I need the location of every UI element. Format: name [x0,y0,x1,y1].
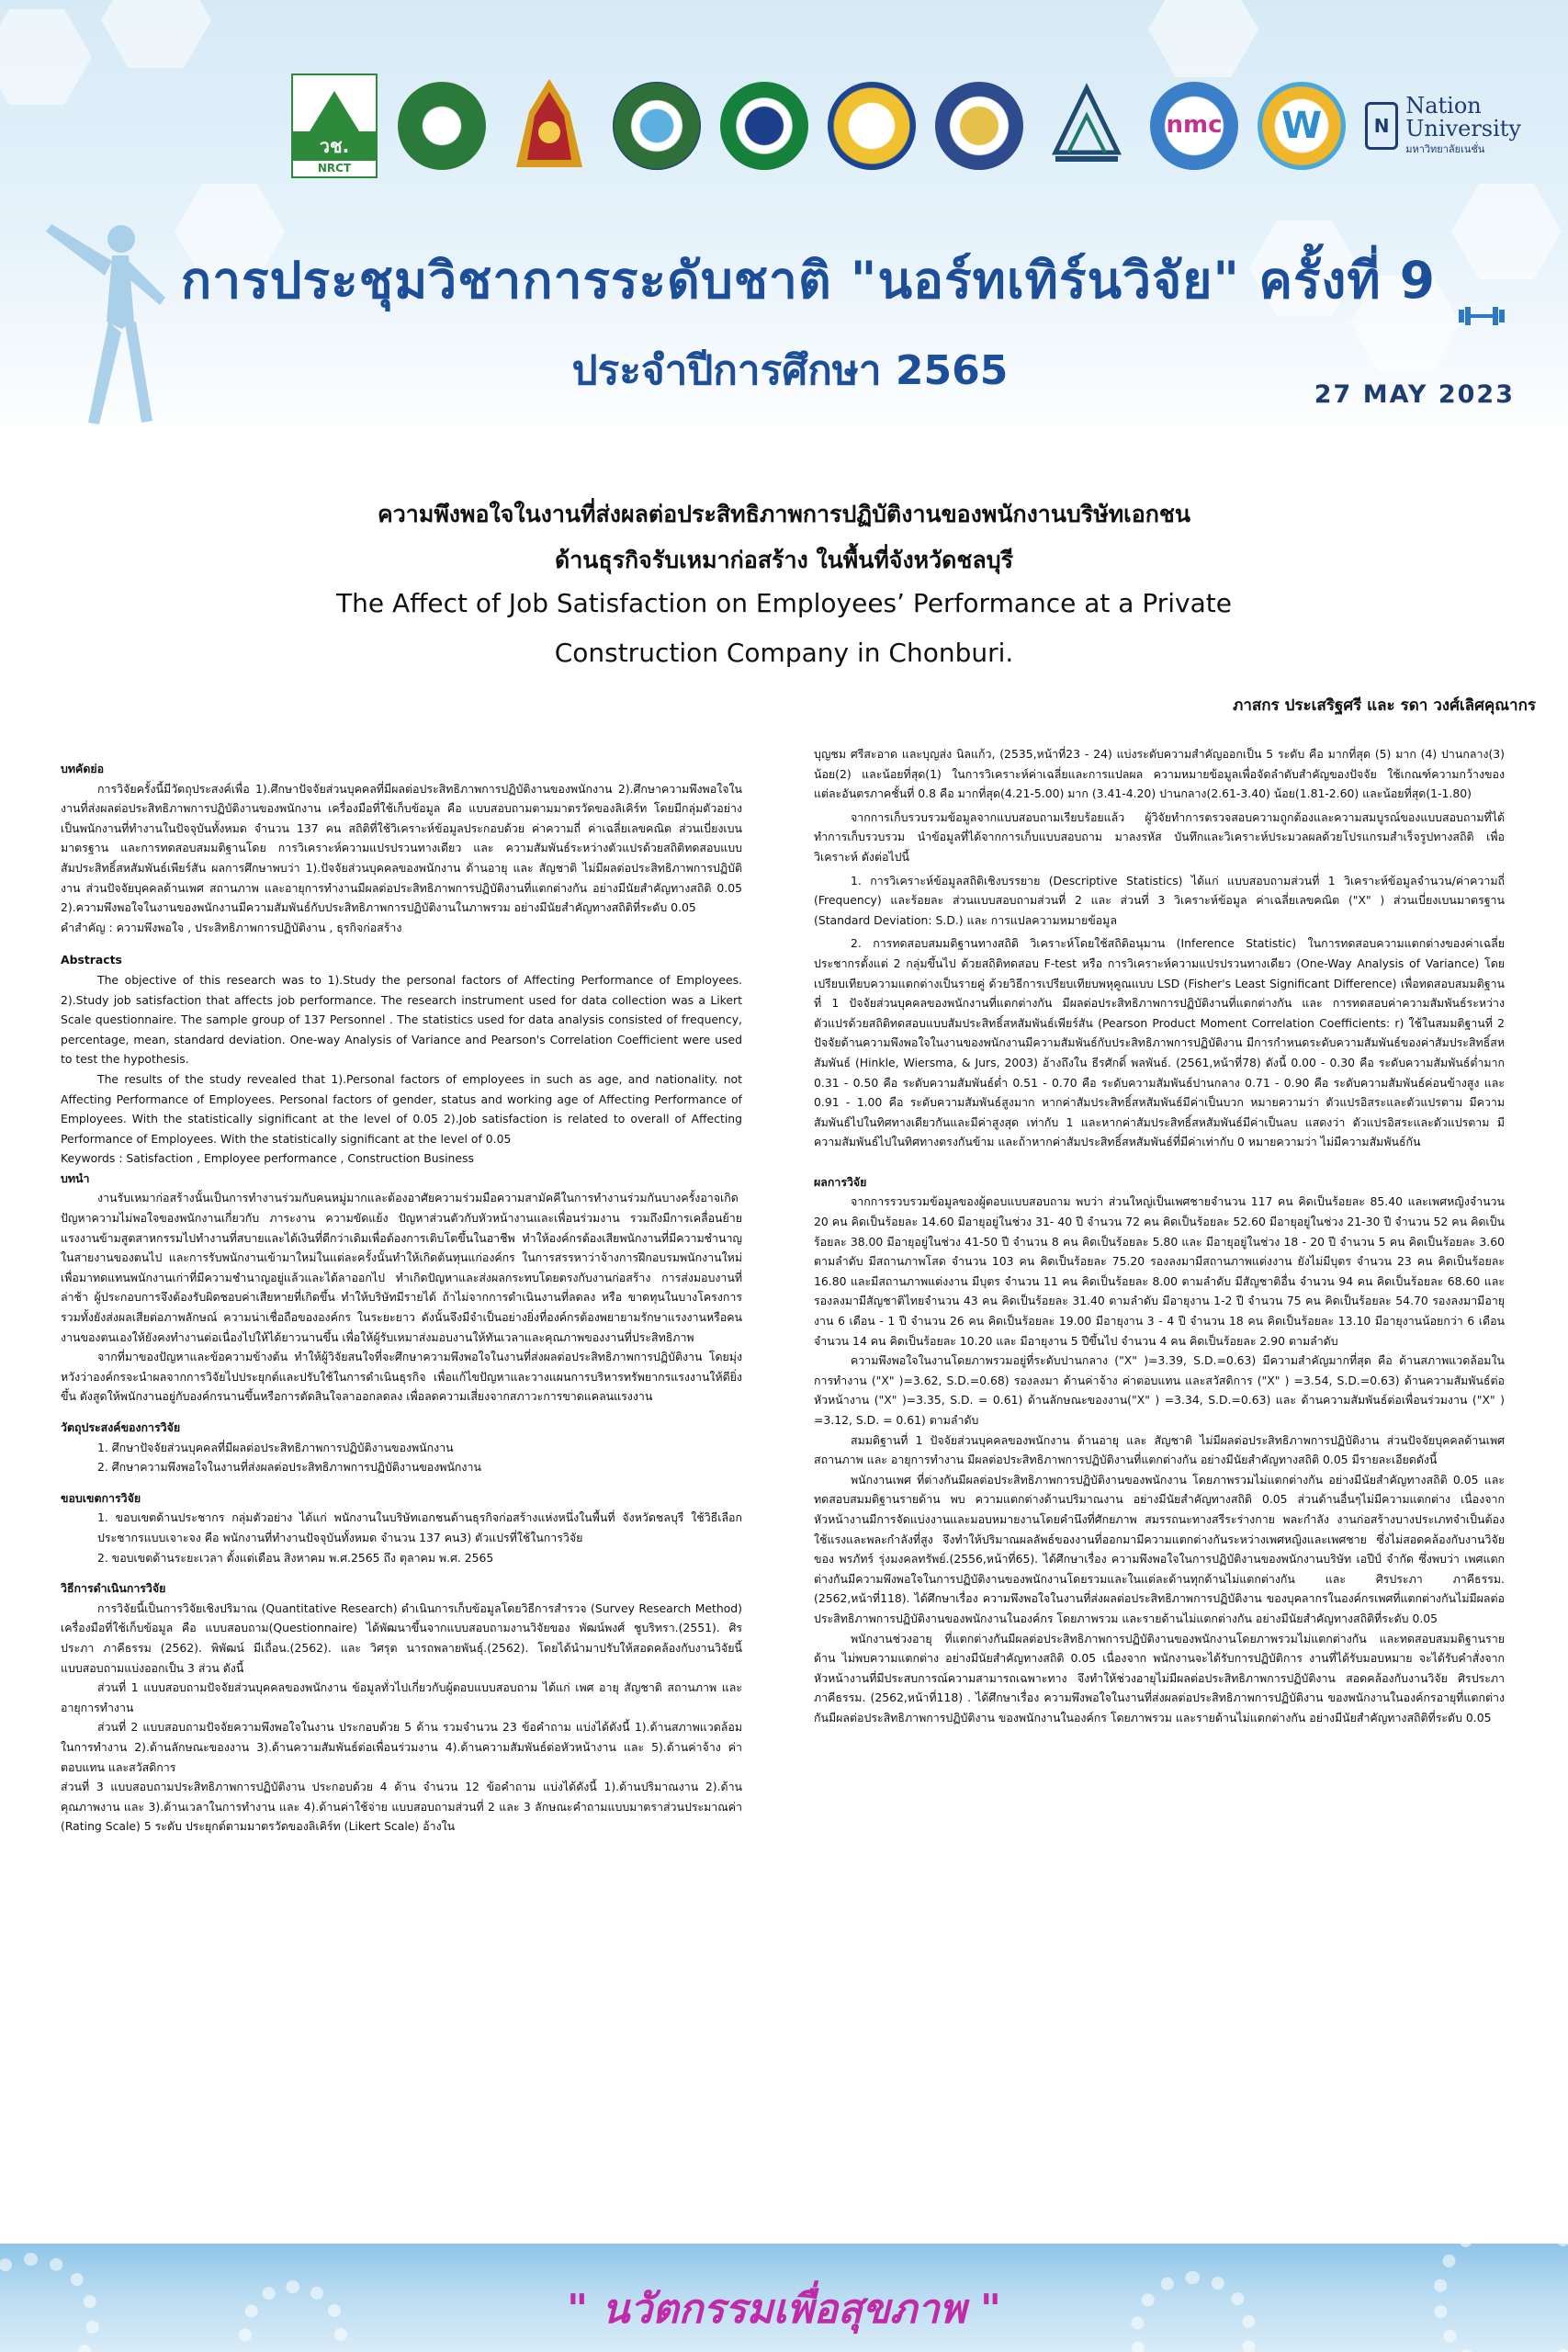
university-logo-5 [720,75,808,176]
hexagon-decoration [0,9,92,105]
methodology-p3: ส่วนที่ 2 แบบสอบถามปัจจัยความพึงพอใจในงาน ประกอบด้วย 5 ด้าน รวมจำนวน 23 ข้อคำถาม แบ่งได้ดังนี้ 1).ด้านสภาพแวดล้อมในการทำงาน 2).ด้านลักษณะของงาน 3).ด้านความสัมพันธ์ต่อเพื่อนร่วมงาน 4).ด้านความสัมพันธ์ต่อหัวหน้างาน และ 5).ด้านค่าจ้าง ค่าตอบแทน และสวัสดิการ [61,1720,742,1774]
nation-logo-line2: University [1405,116,1521,141]
dumbbell-icon [1459,307,1505,325]
results-demographics: จากการรวบรวมข้อมูลของผู้ตอบแบบสอบถาม พบว่า ส่วนใหญ่เป็นเพศชายจำนวน 117 คน คิดเป็นร้อยละ 85.40 และเพศหญิงจำนวน 20 คน คิดเป็นร้อยละ 14.60 มีอายุอยู่ในช่วง 31- 40 ปี จำนวน 72 คน คิดเป็นร้อยละ 52.60 มีอายุอยู่ในช่วง 21-30 ปี จำนวน 52 คน คิดเป็นร้อยละ 38.00 มีอายุอยู่ในช่วง 41-50 ปี จำนวน 8 คน คิดเป็นร้อยละ 5.80 และ มีอายุอยู่ในช่วง 18 - 20 ปี จำนวน 5 คน คิดเป็นร้อยละ 3.60 ตามลำดับ มีสถานภาพโสด จำนวน 103 คน คิดเป็นร้อยละ 75.20 รองลงมามีสถานภาพแต่งงาน ยังไม่มีบุตร จำนวน 23 คน คิดเป็นร้อยละ 16.80 และมีสถานภาพแต่งงาน มีบุตร จำนวน 11 คน คิดเป็นร้อยละ 8.00 ตามลำดับ มีสัญชาติอื่น จำนวน 94 คน คิดเป็นร้อยละ 68.60 และรองลงมามีสัญชาติไทยจำนวน 43 คน คิดเป็นร้อยละ 31.40 ตามลำดับ มีอายุงาน 1-2 ปี จำนวน 75 คน คิดเป็นร้อยละ 54.70 รองลงมามีอายุงาน 6 เดือน - 1 ปี จำนวน 26 คน คิดเป็นร้อยละ 19.00 มีอายุงาน 3 - 4 ปี จำนวน 18 คน คิดเป็นร้อยละ 13.10 มีอายุงานน้อยกว่า 6 เดือน จำนวน 14 คน คิดเป็นร้อยละ 10.20 และ มีอายุงาน 5 ปีขึ้นไป จำนวน 4 คน คิดเป็นร้อยละ 2.90 ตามลำดับ [814,1194,1505,1348]
paper-title-english-line1: The Affect of Job Satisfaction on Employees’ Performance at a Private [336,588,1232,618]
paper-authors: ภาสกร ประเสริฐศรี และ รดา วงศ์เลิศคุณากร [1233,696,1536,715]
footer-slogan: " นวัตกรรมเพื่อสุขภาพ " [567,2286,1001,2333]
keywords-english: Keywords : Satisfaction , Employee performance , Construction Business [61,1151,474,1166]
university-logo-3 [505,75,593,176]
university-logo-10: W [1258,75,1346,176]
introduction-p2: จากที่มาของปัญหาและข้อความข้างต้น ทำให้ผู้วิจัยสนใจที่จะศึกษาความพึงพอใจในงานที่ส่งผลต่อประสิทธิภาพการปฏิบัติงาน โดยมุ่งหวังว่าองค์กรจะนำผลจากการวิจัยไปประยุกต์และปรับใช้ในการดำเนินธุรกิจ เพื่อแก้ไขปัญหาและวางแผนการบริหารทรัพยากรแรงงานให้ดียิ่งขึ้น ดังสูดให้พนักงานอยู่กับองค์กรนานขึ้นหรือการตัดสินใจลาออกลดลง เพื่อลดความเสี่ยงจากสภาวะการขาดแคลนแรงงาน [61,1350,742,1404]
abstract-thai: การวิจัยครั้งนี้มีวัตถุประสงค์เพื่อ 1).ศึกษาปัจจัยส่วนบุคคลที่มีผลต่อประสิทธิภาพการปฏิบัติงานของพนักงาน 2).ศึกษาความพึงพอใจในงานที่ส่งผลต่อประสิทธิภาพการปฏิบัติงานของพนักงาน เครื่องมือที่ใช้เก็บข้อมูล คือ แบบสอบถามตามมาตรวัดของลิเคิร์ท โดยมีกลุ่มตัวอย่างเป็นพนักงานที่ทำงานในปัจจุบันทั้งหมด จำนวน 137 คน สถิติที่ใช้วิเคราะห์ข้อมูลประกอบด้วย ค่าความถี่ ค่าเฉลี่ยเลขคณิต ส่วนเบี่ยงเบนมาตรฐาน และการทดสอบสมมติฐานโดย การวิเคราะห์ความแปรปรวนทางเดียว และ ความสัมพันธ์ระหว่างตัวแปรด้วยสถิติทดสอบแบบสัมประสิทธิ์สหสัมพันธ์เพียร์สัน ผลการศึกษาพบว่า 1).ปัจจัยส่วนบุคคลของพนักงาน ด้านอายุ และ สัญชาติ ไม่มีผลต่อประสิทธิภาพการปฏิบัติงาน ส่วนปัจจัยบุคคลด้านเพศ สถานภาพ และอายุการทำงานมีผลต่อประสิทธิภาพการปฏิบัติงานที่แตกต่างกัน อย่างมีนัยสำคัญทางสถิติ 0.05 2).ความพึงพอใจในงานของพนักงานมีความสัมพันธ์กับประสิทธิภาพการปฏิบัติงานในภาพรวม อย่างมีนัยสำคัญทางสถิติที่ระดับ 0.05 [61,781,742,915]
paper-title-english-line2: Construction Company in Chonburi. [554,638,1014,668]
nrct-logo-english: NRCT [317,162,352,175]
methodology-p1: การวิจัยนี้เป็นการวิจัยเชิงปริมาณ (Quantitative Research) ดำเนินการเก็บข้อมูลโดยวิธีการสำรวจ (Survey Research Method) เครื่องมือที่ใช้เก็บข้อมูล คือ แบบสอบถาม(Questionnaire) ได้พัฒนาขึ้นจากแบบสอบถามงานวิจัยของ พัฒน์พงศ์ ชูบริทรา.(2551). ศิรประภา ภาคีธรรม (2562). พิพัฒน์ มีเถื่อน.(2562). และ วิศรุต นารถพลายพันธุ์.(2562). โดยได้นำมาปรับให้สอดคล้องกับงานวิจัยนี้ แบบสอบถามแบ่งออกเป็น 3 ส่วน ดังนี้ [61,1600,742,1675]
scope-item: 2. ขอบเขตด้านระยะเวลา ตั้งแต่เดือน สิงหาคม พ.ศ.2565 ถึง ตุลาคม พ.ศ. 2565 [97,1550,494,1565]
university-logo-6 [828,75,916,176]
academic-year: ประจำปีการศึกษา 2565 [571,347,1009,394]
methodology-p2: ส่วนที่ 1 แบบสอบถามปัจจัยส่วนบุคคลของพนักงาน ข้อมูลทั่วไปเกี่ยวกับผู้ตอบแบบสอบถาม ได้แก่ เพศ อายุ สัญชาติ สถานภาพ และ อายุการทำงาน [61,1680,742,1714]
university-logo-4 [613,75,701,176]
hexagon-decoration [101,0,211,68]
exercising-figure-icon [33,220,171,432]
introduction-p1: งานรับเหมาก่อสร้างนั้นเป็นการทำงานร่วมกับคนหมู่มากและต้องอาศัยความร่วมมือความสามัคคีในการทำงานร่วมกันบางครั้งอาจเกิดปัญหาความไม่พอใจของพนักงานเกี่ยวกับ ภาระงาน ความขัดแย้ง ปัญหาส่วนตัวกับหัวหน้างานและเพื่อนร่วมงาน รวมถึงมีการเคลื่อนย้ายแรงงานข้ามสูตสาหกรรมไปทำงานที่สบายและได้เงินที่ดีกว่าเดิมเพื่อต้องการเติบโตขึ้นในอาชีพ ทำให้องค์กรต้องเสียพนักงานที่มีความชำนาญในสายงานของตนไป และการรับพนักงานเข้ามาใหม่ในแต่ละครั้งนั้นทำให้เกิดต้นทุนแก่องค์กร ในการสรรหาว่าจ้างการฝึกอบรมพนักงานใหม่เพื่อมาทดแทนพนักงานเก่าที่มีความชำนาญอยู่แล้วและได้ลาออกไป ทำเกิดปัญหาและส่งผลกระทบโดยตรงกับงานก่อสร้าง การส่งมอบงานที่ล่าช้า ผู้ประกอบการจึงต้องรับผิดชอบค่าเสียหายที่เกิดขึ้น ทำให้บริษัทมีรายได้ ถ้าไม่จากการดำเนินงานที่ลดลง หรือ ขาดทุนในบางโครงการ รวมทั้งยังส่งผลเสียต่อภาพลักษณ์ ความน่าเชื่อถือขององค์กร ในระยะยาว ดังนั้นจึงมีจำเป็นอย่างยิ่งที่องค์กรต้องพยายามรักษาแรงงานหรือคนงานของตนเองให้ยังคงทำงานต่อเนื่องไปให้ได้ยาวนานขึ้น เพื่อให้ผู้รับเหมาส่งมอบงานให้ทันเวลาและคุณภาพของงานที่ประสิทธิภาพ [61,1191,742,1344]
hexagon-decoration [1451,184,1562,279]
nrct-logo-thai: วช. [293,131,376,161]
conference-title: การประชุมวิชาการระดับชาติ "นอร์ทเทิร์นวิจัย" ครั้งที่ 9 [180,251,1437,310]
scale-criteria: บุญชม ศรีสะอาด และบุญส่ง นิลแก้ว, (2535,หน้าที่23 - 24) แบ่งระดับความสำคัญออกเป็น 5 ระดับ คือ มากที่สุด (5) มาก (4) ปานกลาง(3) น้อย(2) และน้อยที่สุด(1) ในการวิเคราะห์ค่าเฉลี่ยและการแปลผล ความหมายข้อมูลเพื่อจัดลำดับสำคัญของปัจจัย ใช้เกณฑ์ความกว้างของแต่ละอันตรภาคชั้นที่ 0.8 คือ มากที่สุด(4.21-5.00) มาก (3.41-4.20) ปานกลาง(2.61-3.40) น้อย(1.81-2.60) และน้อยที่สุด(1-1.80) [814,747,1505,801]
partner-logos [290,57,1521,195]
nation-university-logo [1365,75,1521,176]
footer-banner [0,2244,1568,2352]
conference-date: 27 MAY 2023 [1314,380,1515,409]
university-logo-7 [935,75,1023,176]
left-column [61,753,742,1837]
paper-title-thai-line1: ความพึงพอใจในงานที่ส่งผลต่อประสิทธิภาพการปฏิบัติงานของพนักงานบริษัทเอกชน [378,501,1190,527]
results-heading: ผลการวิจัย [814,1174,867,1189]
abstract-english-p1: The objective of this research was to 1).Study the personal factors of Affecting Performance of Employees. 2).Study job satisfaction that affects job performance. The research instrument used for data collection was a Likert Scale questionnaire. The sample group of 137 Personnel . The statistics used for data analysis consisted of frequency, percentage, mean, standard deviation. One-way Analysis of Variance and Pearson's Correlation Coefficient were used to test the hypothesis. [61,972,742,1067]
data-processing: จากการเก็บรวบรวมข้อมูลจากแบบสอบถามเรียบร้อยแล้ว ผู้วิจัยทำการตรวจสอบความถูกต้องและความสมบูรณ์ของแบบสอบถามที่ได้ทำการเก็บรวบรวม นำข้อมูลที่ได้จากการเก็บแบบสอบถาม มาลงรหัส บันทึกและวิเคราะห์ประมวลผลด้วยโปรแกรมสำเร็จรูปทางสถิติ เพื่อวิเคราะห์ ดังต่อไปนี้ [814,809,1505,864]
right-column [814,744,1505,1728]
introduction-heading: บทนำ [61,1170,90,1185]
university-logo-2 [398,75,486,176]
hypothesis-testing: 2. การทดสอบสมมติฐานทางสถิติ วิเคราะห์โดยใช้สถิติอนุมาน (Inference Statistic) ในการทดสอบความแตกต่างของค่าเฉลี่ยประชากรตั้งแต่ 2 กลุ่มขึ้นไป ด้วยสถิติทดสอบ F-test หรือ การวิเคราะห์ความแปรปรวนทางเดียว (One-Way Analysis of Variance) โดยเปรียบเทียบความแตกต่างเป็นรายคู่ ด้วยวิธีการเปรียบเทียบพหุคูณแบบ LSD (Fisher's Least Significant Difference) เพื่อทดสอบสมมติฐานที่ 1 ปัจจัยส่วนบุคคลของพนักงานที่แตกต่างกัน มีผลต่อประสิทธิภาพการปฏิบัติงานที่แตกต่างกัน และ การทดสอบค่าความสัมพันธ์ระหว่างตัวแปรด้วยสถิติทดสอบแบบสัมประสิทธิ์สหสัมพันธ์เพียร์สัน (Pearson Product Moment Correlation Coefficients: r) ใช้ในสมมติฐานที่ 2 ปัจจัยด้านความพึงพอใจในงานของพนักงานมีความสัมพันธ์กับประสิทธิภาพการปฏิบัติงาน มีการกำหนดระดับความสัมพันธ์ของค่าสัมประสิทธิ์สหสัมพันธ์ (Hinkle, Wiersma, & Jurs, 2003) อ้างถึงใน ธีรศักดิ์ พลพันธ์. (2561,หน้าที่78) ดังนี้ 0.00 - 0.30 คือ ระดับความสัมพันธ์ต่ำมาก 0.31 - 0.50 คือ ระดับความสัมพันธ์ต่ำ 0.51 - 0.70 คือ ระดับความสัมพันธ์ปานกลาง 0.71 - 0.90 คือ ระดับความสัมพันธ์ค่อนข้างสูง และ 0.91 - 1.00 คือ ระดับความสัมพันธ์สูงมาก หากค่าสัมประสิทธิ์สหสัมพันธ์มีค่าเป็นบวก หมายความว่า ตัวแปรอิสระและตัวแปรตาม มีความสัมพันธ์ไปในทิศทางเดียวกันและมีค่าสูงสุด เท่ากับ 1 และหากค่าสัมประสิทธิ์สหสัมพันธ์มีค่าเป็นลบ แสดงว่า ตัวแปรอิสระและตัวแปรตาม มีความสัมพันธ์ไปในทิศทางตรงกันข้าม และถ้าหากค่าสัมประสิทธิ์สหสัมพันธ์ที่มีค่าเท่ากับ 0 หมายความว่า ไม่มีความสัมพันธ์กัน [814,936,1505,1149]
objectives-heading: วัตถุประสงค์ของการวิจัย [61,1420,181,1434]
conference-banner [0,0,1568,447]
university-logo-8 [1043,75,1131,176]
nation-logo-line1: Nation [1405,92,1482,119]
results-gender: พนักงานเพศ ที่ต่างกันมีผลต่อประสิทธิภาพการปฏิบัติงานของพนักงาน โดยภาพรวมไม่แตกต่างกัน อย่างมีนัยสำคัญทางสถิติ 0.05 และทดสอบสมมติฐานรายด้าน พบ ความแตกต่างด้านปริมาณงาน อย่างมีนัยสำคัญทางสถิติ 0.05 ส่วนด้านอื่นๆไม่มีความแตกต่าง เนื่องจาก หัวหน้างานมีการจัดแบ่งงานและมอบหมายงานโดยคำนึงที่ศักยภาพ สมรรถนะทางสรีระร่างกาย พละกำลัง งานก่อสร้างบางประเภทจำเป็นต้องใช้แรงและพละกำลังที่สูง จึงทำให้ปริมาณผลลัพธ์ของงานที่ออกมามีความแตกต่างกันระหว่างเพศหญิงและเพศชาย ซึ่งไม่สอดคล้องกับงานวิจัยของ พรภัทร์ รุ่งมงคลทรัพย์.(2556,หน้าที่65). ได้ศึกษาเรื่อง ความพึงพอใจในการปฏิบัติงานของพนักงานบริษัท เอปีป์ จำกัด ซึ่งพบว่า เพศแตกต่างกันมีความพึงพอใจในการปฏิบัติงานของพนักงานโดยรวมและในแต่ละด้านทุกด้านไม่แตกต่างกัน และ ศิรประภา ภาคีธรรม. (2562,หน้าที่118). ได้ศึกษาเรื่อง ความพึงพอใจในงานที่ส่งผลต่อประสิทธิภาพการปฏิบัติงาน ของบุคลากรในองค์กรเพศที่แตกต่างกันไม่มีผลต่อประสิทธิภาพการปฏิบัติงานของพนักงานในองค์กร โดยภาพรวม และรายด้านไม่แตกต่างกัน อย่างมีนัยสำคัญทางสถิติที่ระดับ 0.05 [814,1472,1505,1625]
scope-item: 1. ขอบเขตด้านประชากร กลุ่มตัวอย่าง ได้แก่ พนักงานในบริษัทเอกชนด้านธุรกิจก่อสร้างแห่งหนึ่งในพื้นที่ จังหวัดชลบุรี ใช้วิธีเลือกประชากรแบบเจาะจง คือ พนักงานที่ทำงานปัจจุบันทั้งหมด จำนวน 137 คน3) ตัวแปรที่ใช้ในการวิจัย [97,1510,742,1544]
abstract-thai-heading: บทคัดย่อ [61,762,105,775]
abstract-english-heading: Abstracts [61,953,122,967]
keywords-thai: คำสำคัญ : ความพึงพอใจ , ประสิทธิภาพการปฏิบัติงาน , ธุรกิจก่อสร้าง [61,920,402,934]
descriptive-statistics: 1. การวิเคราะห์ข้อมูลสถิติเชิงบรรยาย (Descriptive Statistics) ได้แก่ แบบสอบถามส่วนที่ 1 วิเคราะห์ข้อมูลจำนวน/ค่าความถี่ (Frequency) และร้อยละ ส่วนแบบสอบถามส่วนที่ 2 และ ส่วนที่ 3 วิเคราะห์ข้อมูล ค่าเฉลี่ยเลขคณิต ("X" ) ส่วนเบี่ยงเบนมาตรฐาน (Standard Deviation: S.D.) และ การแปลความหมายข้อมูล [814,873,1505,927]
abstract-english-p2: The results of the study revealed that 1).Personal factors of employees in such as age, and nationality. not Affecting Performance of Employees. Personal factors of gender, status and working age of Affecting Performance of Employees. With the statistically significant at the level of 0.05 2).Job satisfaction is related to overall of Affecting Performance of Employees. With the statistically significant at the level of 0.05 [61,1071,742,1146]
scope-heading: ขอบเขตการวิจัย [61,1490,141,1505]
results-satisfaction: ความพึงพอใจในงานโดยภาพรวมอยู่ที่ระดับปานกลาง ("X" )=3.39, S.D.=0.63) มีความสำคัญมากที่สุด คือ ด้านสภาพแวดล้อมในการทำงาน ("X" )=3.62, S.D.=0.68) รองลงมา ด้านค่าจ้าง ค่าตอบแทน และสวัสดิการ ("X" ) =3.54, S.D.=0.63) ด้านความสัมพันธ์ต่อหัวหน้างาน ("X" )=3.35, S.D. = 0.61) ด้านลักษณะของงาน("X" ) =3.34, S.D.=0.63) และ ด้านความสัมพันธ์ต่อเพื่อนร่วมงาน ("X" ) =3.12, S.D. = 0.61) ตามลำดับ [814,1353,1505,1427]
methodology-heading: วิธีการดำเนินการวิจัย [61,1581,166,1596]
methodology-p4: ส่วนที่ 3 แบบสอบถามประสิทธิภาพการปฏิบัติงาน ประกอบด้วย 4 ด้าน จำนวน 12 ข้อคำถาม แบ่งได้ดังนี้ 1).ด้านปริมาณงาน 2).ด้านคุณภาพงาน และ 3).ด้านเวลาในการทำงาน และ 4).ด้านค่าใช้จ่าย แบบสอบถามส่วนที่ 2 และ 3 ลักษณะคำถามแบบมาตราส่วนประมาณค่า (Rating Scale) 5 ระดับ ประยุกต์ตามมาตรวัดของลิเคิร์ท (Likert Scale) อ้างใน [61,1780,742,1834]
objective-item: 1. ศึกษาปัจจัยส่วนบุคคลที่มีผลต่อประสิทธิภาพการปฏิบัติงานของพนักงาน [97,1440,454,1454]
results-age: พนักงานช่วงอายุ ที่แตกต่างกันมีผลต่อประสิทธิภาพการปฏิบัติงานของพนักงานโดยภาพรวมไม่แตกต่างกัน และทดสอบสมมติฐานรายด้าน ไม่พบความแตกต่าง อย่างมีนัยสำคัญทางสถิติ 0.05 เนื่องจาก พนักงานจะได้รับการปฏิบัติการ งานที่ได้รับมอบหมาย จะได้รับคำสั่งจากหัวหน้างานที่มีประสบการณ์ความสามารถเฉพาะทาง จึงทำให้ช่วงอายุไม่มีผลต่อประสิทธิภาพการปฏิบัติงาน สอดคล้องกับงานวิจัย ศิรประภา ภาคีธรรม. (2562,หน้าที่118) . ได้ศึกษาเรื่อง ความพึงพอใจในงานที่ส่งผลต่อประสิทธิภาพการปฏิบัติงาน ของพนักงานในองค์กรอายุที่แตกต่างกันมีผลต่อประสิทธิภาพการปฏิบัติงาน ของพนักงานในองค์กร โดยภาพรวม และรายด้านไม่แตกต่างกัน อย่างมีนัยสำคัญทางสถิติที่ระดับ 0.05 [814,1631,1505,1724]
objective-item: 2. ศึกษาความพึงพอใจในงานที่ส่งผลต่อประสิทธิภาพการปฏิบัติงานของพนักงาน [97,1460,481,1475]
paper-title-thai-line2: ด้านธุรกิจรับเหมาก่อสร้าง ในพื้นที่จังหวัดชลบุรี [555,547,1013,573]
results-hypothesis-1: สมมติฐานที่ 1 ปัจจัยส่วนบุคคลของพนักงาน ด้านอายุ และ สัญชาติ ไม่มีผลต่อประสิทธิภาพการปฏิบัติงาน ส่วนปัจจัยบุคคลด้านเพศ สถานภาพ และ อายุการทำงาน มีผลต่อประสิทธิภาพการปฏิบัติงานที่แตกต่างกัน อย่างมีนัยสำคัญทางสถิติ 0.05 มีรายละเอียดดังนี้ [814,1432,1505,1467]
university-logo-9: nmc [1150,75,1238,176]
nation-university-icon: N [1365,102,1398,150]
nrct-logo [290,75,378,176]
nation-logo-thai: มหาวิทยาลัยเนชั่น [1405,143,1485,156]
